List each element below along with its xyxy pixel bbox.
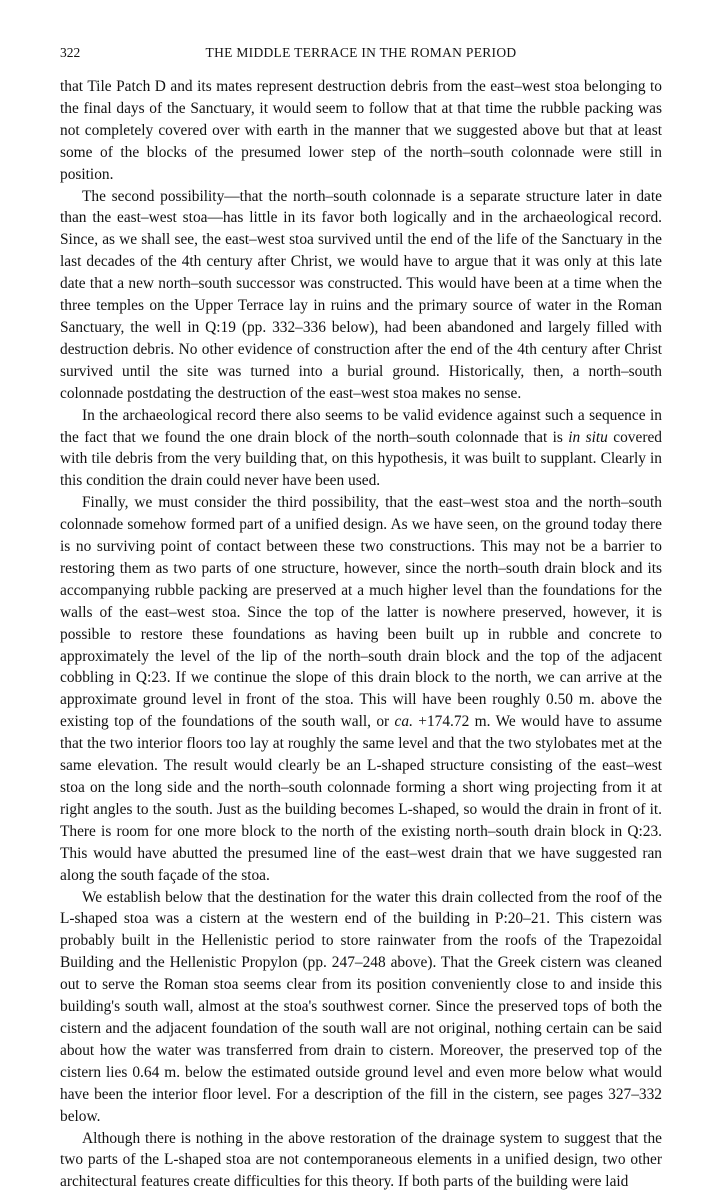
paragraph-text-after-italic: covered with tile debris from the very building that, on this hypothesis, it was built to supplant. Clearly in this condition the drain could never have been used.: [60, 429, 662, 490]
paragraph-second-possibility: The second possibility—that the north–south colonnade is a separate structure later in date than the east–west stoa—has little in its favor both logically and in the archaeological record. Since, as we shall see, the east–west stoa survived until the end of the life of the Sanctuary in the last decades of the 4th century after Christ, we would have to argue that it was only at this late date that a new north–south successor was constructed. This would have been at a time when the three temples on the Upper Terrace lay in ruins and the primary source of water in the Roman Sanctuary, the well in Q:19 (pp. 332–336 below), had been abandoned and largely filled with destruction debris. No other evidence of construction after the end of the 4th century after Christ survived until the site was turned into a burial ground. Historically, then, a north–south colonnade postdating the destruction of the east–west stoa makes no sense.: [60, 186, 662, 405]
page-header: [60, 43, 662, 63]
running-title: THE MIDDLE TERRACE IN THE ROMAN PERIOD: [60, 43, 662, 63]
paragraph-text-before-italic: Finally, we must consider the third possibility, that the east–west stoa and the north–south colonnade somehow formed part of a unified design. As we have seen, on the ground today there is no surviving point of contact between these two constructions. This may not be a barrier to restoring them as two parts of one structure, however, since the north–south drain block and its accompanying rubble packing are preserved at a much higher level than the foundations for the walls of the east–west stoa. Since the top of the latter is nowhere preserved, however, it is possible to restore these foundations as having been built up in rubble and concrete to approximately the level of the lip of the north–south drain block and the top of the adjacent cobbling in Q:23. If we continue the slope of this drain block to the north, we can arrive at the approximate ground level in front of the stoa. This will have been roughly 0.50 m. above the existing top of the foundations of the south wall, or: [60, 494, 662, 730]
paragraph-continued: that Tile Patch D and its mates represent destruction debris from the east–west stoa belonging to the final days of the Sanctuary, it would seem to follow that at that time the rubble packing was not completely covered over with earth in the manner that we suggested above but that at least some of the blocks of the presumed lower step of the north–south colonnade were still in position.: [60, 76, 662, 186]
page-number: 322: [60, 43, 80, 63]
body-text: [60, 76, 662, 1193]
paragraph-cistern: We establish below that the destination for the water this drain collected from the roof of the L-shaped stoa was a cistern at the western end of the building in P:20–21. This cistern was probably built in the Hellenistic period to store rainwater from the roofs of the Trapezoidal Building and the Hellenistic Propylon (pp. 247–248 above). That the Greek cistern was cleaned out to serve the Roman stoa seems clear from its position conveniently close to and inside this building's south wall, almost at the stoa's southwest corner. Since the preserved tops of both the cistern and the adjacent foundation of the south wall are not original, nothing certain can be said about how the water was transferred from drain to cistern. Moreover, the preserved top of the cistern lies 0.64 m. below the estimated outside ground level and even more below what would have been the interior floor level. For a description of the fill in the cistern, see pages 327–332 below.: [60, 887, 662, 1128]
paragraph-architectural-features: Although there is nothing in the above restoration of the drainage system to suggest that the two parts of the L-shaped stoa are not contemporaneous elements in a unified design, two other architectural features create difficulties for this theory. If both parts of the building were laid: [60, 1128, 662, 1193]
italic-abbreviation-ca: ca.: [395, 713, 413, 730]
paragraph-third-possibility: [60, 492, 662, 886]
paragraph-archaeological-record: [60, 405, 662, 493]
italic-phrase-in-situ: in situ: [568, 429, 608, 446]
paragraph-text-after-italic: +174.72 m. We would have to assume that the two interior floors too lay at roughly the same level and that the two stylobates met at the same elevation. The result would clearly be an L-shaped structure consisting of the east–west stoa on the long side and the north–south colonnade forming a short wing projecting from it at right angles to the south. Just as the building becomes L-shaped, so would the drain in front of it. There is room for one more block to the north of the existing north–south drain block in Q:23. This would have abutted the presumed line of the east–west drain that we have suggested ran along the south façade of the stoa.: [60, 713, 662, 883]
paragraph-text-before-italic: In the archaeological record there also seems to be valid evidence against such a sequence in the fact that we found the one drain block of the north–south colonnade that is: [60, 407, 662, 446]
